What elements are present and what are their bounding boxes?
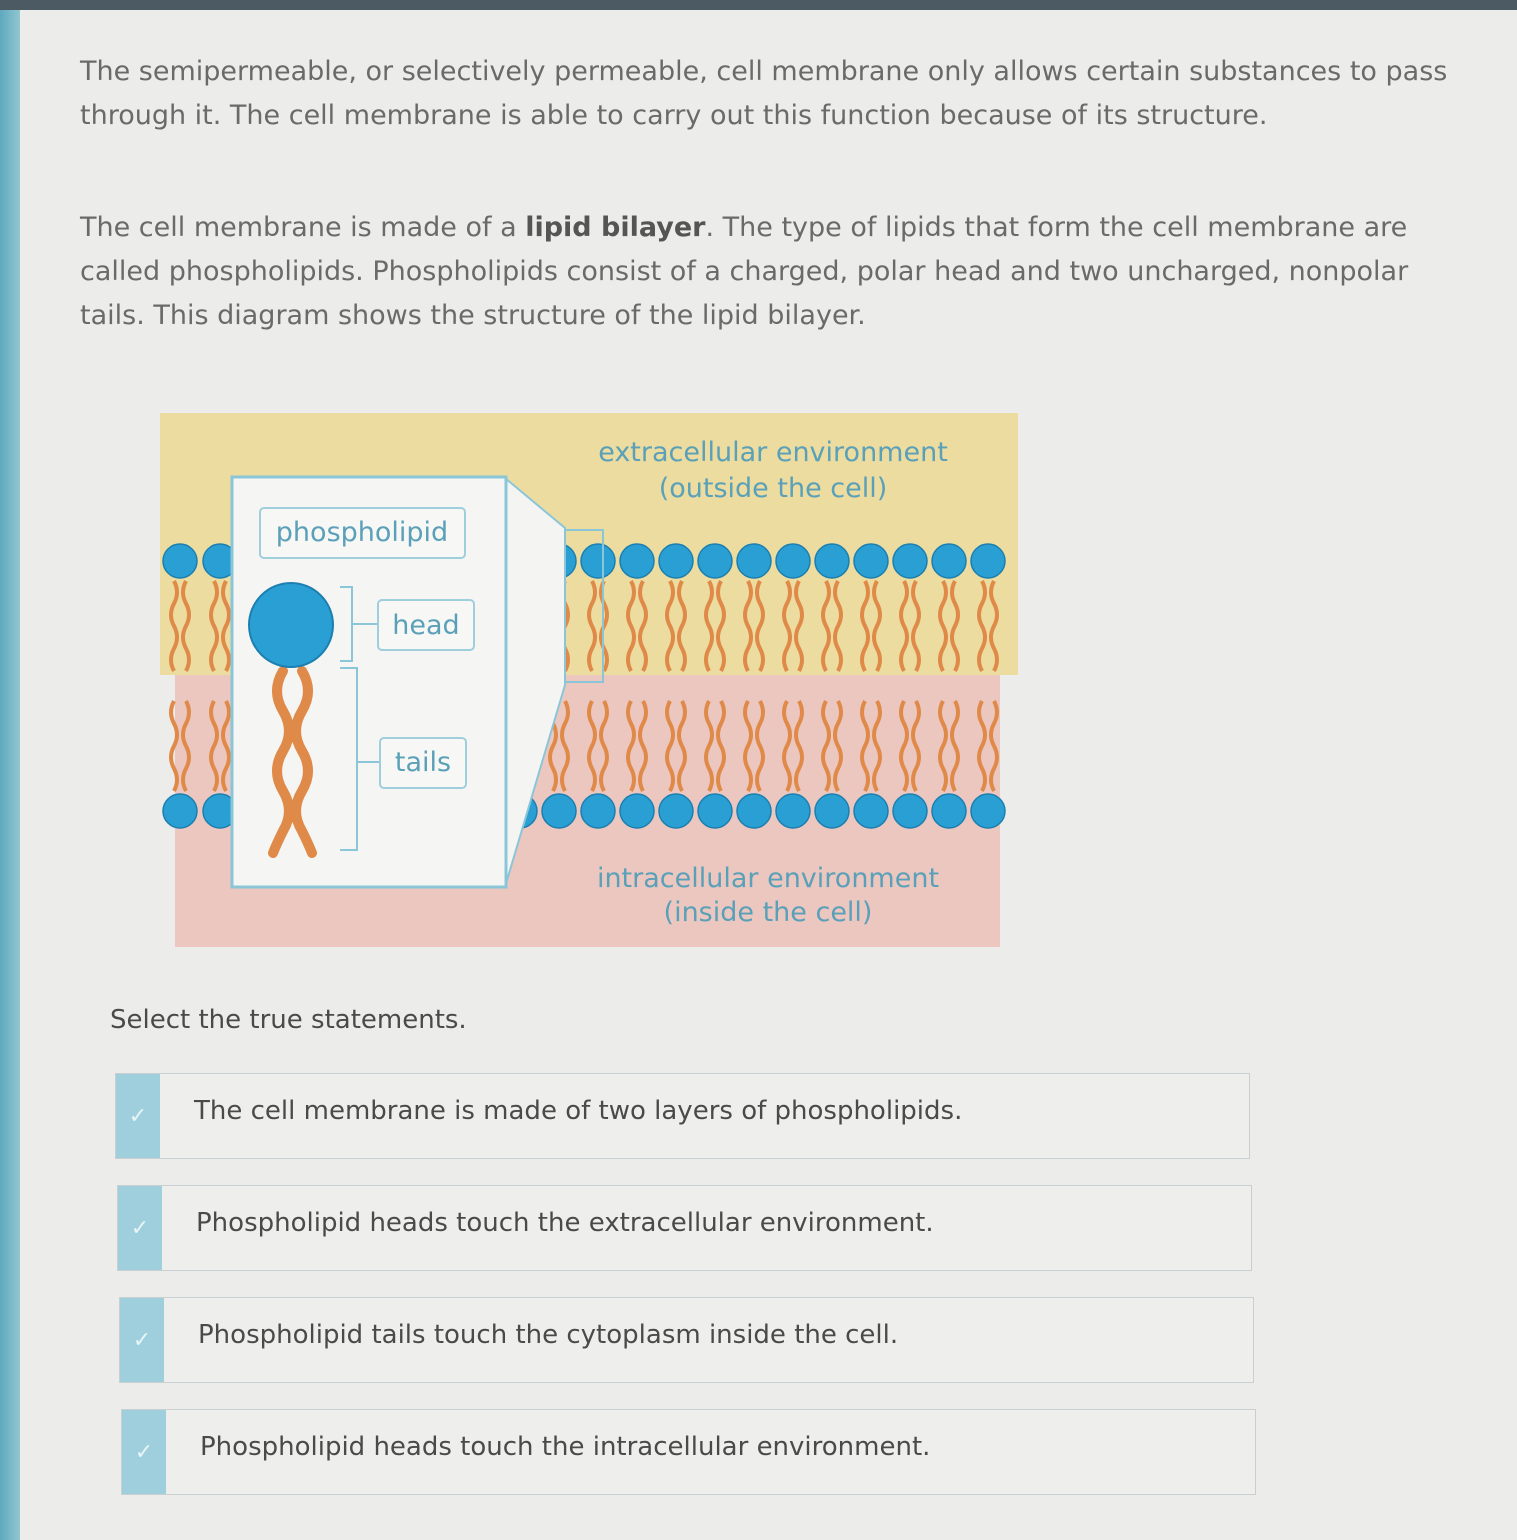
bilayer-head xyxy=(698,544,732,578)
bilayer-head xyxy=(776,794,810,828)
answer-option-label: Phospholipid heads touch the extracellular environment. xyxy=(196,1208,934,1238)
bilayer-head xyxy=(581,544,615,578)
bilayer-head xyxy=(581,794,615,828)
phospholipid-label: phospholipid xyxy=(275,517,449,548)
bilayer-head xyxy=(776,544,810,578)
bilayer-head xyxy=(854,794,888,828)
answer-option-2[interactable] xyxy=(117,1185,1252,1271)
bilayer-head xyxy=(620,794,654,828)
intro-text-after: . The type of lipids that form the cell membrane are called phospholipids. Phospholipids consist of a charged, polar head and two uncharged, nonpolar tails. This diagram shows the structure of the lipid bilayer. xyxy=(80,212,1409,331)
bilayer-head xyxy=(815,544,849,578)
intro-paragraph-2 xyxy=(80,206,1460,338)
head-label: head xyxy=(392,610,460,641)
bilayer-head xyxy=(893,794,927,828)
answer-option-label: Phospholipid tails touch the cytoplasm inside the cell. xyxy=(198,1320,899,1350)
checkbox-icon[interactable]: ✓ xyxy=(120,1298,164,1382)
intro-text-before: The cell membrane is made of a xyxy=(80,212,526,243)
intracellular-label-line2: (inside the cell) xyxy=(663,897,873,928)
bilayer-head xyxy=(932,794,966,828)
bilayer-head xyxy=(893,544,927,578)
intro-paragraph-1: The semipermeable, or selectively permeable, cell membrane only allows certain substances to pass through it. The cell membrane is able to carry out this function because of its structure. xyxy=(80,56,1448,131)
intro-bold-term: lipid bilayer xyxy=(525,212,706,243)
answer-option-label: The cell membrane is made of two layers of phospholipids. xyxy=(194,1096,963,1126)
bilayer-head xyxy=(659,544,693,578)
bilayer-head xyxy=(737,544,771,578)
bilayer-head xyxy=(932,544,966,578)
bilayer-head xyxy=(815,794,849,828)
bilayer-head xyxy=(659,794,693,828)
checkbox-icon[interactable]: ✓ xyxy=(118,1186,162,1270)
bilayer-head xyxy=(854,544,888,578)
lipid-bilayer-diagram xyxy=(160,413,1020,948)
head-circle xyxy=(249,583,333,667)
checkbox-icon[interactable]: ✓ xyxy=(122,1410,166,1494)
top-bar xyxy=(0,0,1517,10)
bilayer-head xyxy=(698,794,732,828)
question-prompt: Select the true statements. xyxy=(110,1005,467,1035)
answer-option-label: Phospholipid heads touch the intracellular environment. xyxy=(200,1432,931,1462)
tails-label: tails xyxy=(394,747,452,778)
answer-option-1[interactable] xyxy=(115,1073,1250,1159)
extracellular-label-line1: extracellular environment xyxy=(598,437,948,468)
checkbox-icon[interactable]: ✓ xyxy=(116,1074,160,1158)
bilayer-head xyxy=(620,544,654,578)
bilayer-head xyxy=(163,794,197,828)
extracellular-label-line2: (outside the cell) xyxy=(658,473,888,504)
bilayer-head xyxy=(971,544,1005,578)
bilayer-head xyxy=(737,794,771,828)
answer-option-3[interactable] xyxy=(119,1297,1254,1383)
bilayer-head xyxy=(163,544,197,578)
bilayer-head xyxy=(542,794,576,828)
answer-option-4[interactable] xyxy=(121,1409,1256,1495)
intracellular-label-line1: intracellular environment xyxy=(596,863,940,894)
question-page xyxy=(20,10,1517,1540)
bilayer-head xyxy=(971,794,1005,828)
